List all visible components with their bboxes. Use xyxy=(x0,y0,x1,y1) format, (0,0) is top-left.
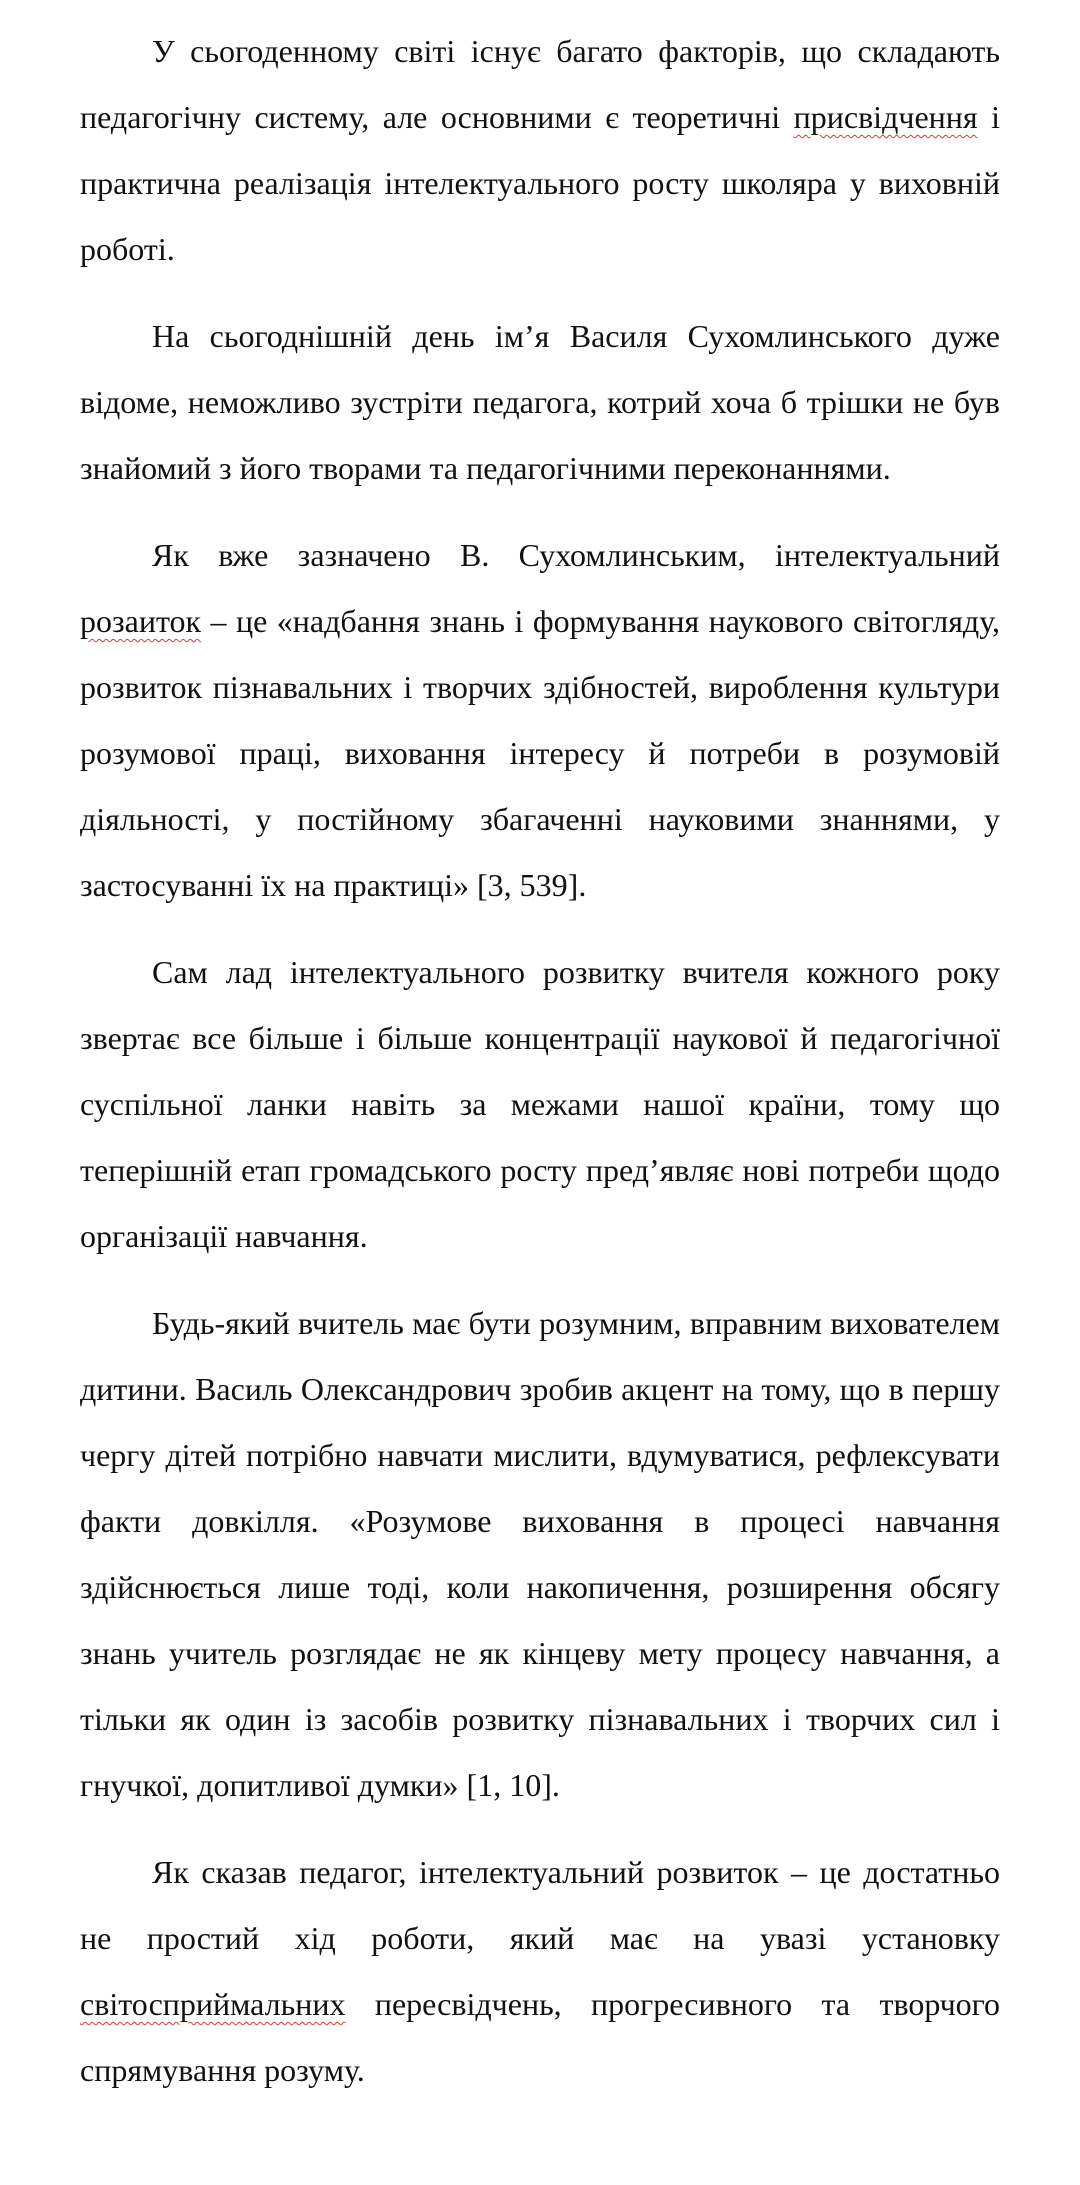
paragraph-4 xyxy=(80,939,1000,1269)
paragraph-text: Як сказав педагог, інтелектуальний розвиток – це достатньо не простий хід роботи, який має на увазі установку xyxy=(80,1854,1000,1956)
document-body[interactable] xyxy=(80,18,1000,2124)
paragraph-text: Будь-який вчитель має бути розумним, вправним вихователем дитини. Василь Олександрович зробив акцент на тому, що в першу чергу дітей потрібно навчати мислити, вдумуватися, рефлексувати факти довкілля. «Розумове виховання в процесі навчання здійснюється лише тоді, коли накопичення, розширення обсягу знань учитель розглядає не як кінцеву мету процесу навчання, а тільки як один із засобів розвитку пізнавальних і творчих сил і гнучкої, допитливої думки» [1, 10]. xyxy=(80,1305,1000,1803)
paragraph-6 xyxy=(80,1839,1000,2103)
paragraph-text: У сьогоденному світі існує багато факторів, що складають педагогічну систему, але основними є теоретичні xyxy=(80,33,1000,135)
paragraph-text: – це «надбання знань і формування наукового світогляду, розвиток пізнавальних і творчих здібностей, вироблення культури розумової праці, виховання інтересу й потреби в розумовій діяльності, у постійному збагаченні науковими знаннями, у застосуванні їх на практиці» [3, 539]. xyxy=(80,603,1000,903)
paragraph-2 xyxy=(80,303,1000,501)
paragraph-1 xyxy=(80,18,1000,282)
misspelled-word[interactable]: розаиток xyxy=(80,603,202,639)
paragraph-text: пересвідчень, прогресивного та творчого спрямування розуму. xyxy=(80,1986,1000,2088)
misspelled-word[interactable]: світосприймальних xyxy=(80,1986,346,2022)
paragraph-5 xyxy=(80,1290,1000,1818)
paragraph-text: На сьогоднішній день ім’я Василя Сухомлинського дуже відоме, неможливо зустріти педагога, котрий хоча б трішки не був знайомий з його творами та педагогічними переконаннями. xyxy=(80,318,1000,486)
paragraph-text: Як вже зазначено В. Сухомлинським, інтелектуальний xyxy=(152,537,1000,573)
paragraph-text: і практична реалізація інтелектуального росту школяра у виховній роботі. xyxy=(80,99,1001,267)
paragraph-3 xyxy=(80,522,1000,918)
paragraph-text: Сам лад інтелектуального розвитку вчителя кожного року звертає все більше і більше концентрації наукової й педагогічної суспільної ланки навіть за межами нашої країни, тому що теперішній етап громадського росту пред’являє нові потреби щодо організації навчання. xyxy=(80,954,1000,1254)
misspelled-word[interactable]: присвідчення xyxy=(793,99,978,135)
